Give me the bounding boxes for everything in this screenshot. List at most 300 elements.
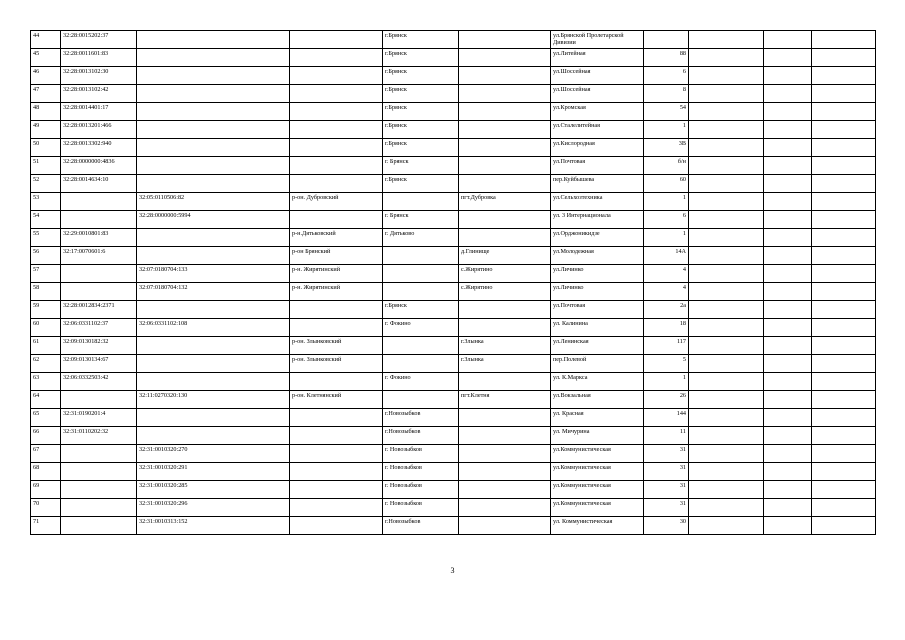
row-number-cell: 66 xyxy=(31,427,61,445)
settlement-cell xyxy=(459,499,551,517)
room-cadastral-number-cell xyxy=(137,139,290,157)
extra-col-2-cell xyxy=(764,247,812,265)
extra-col-3-cell xyxy=(812,337,876,355)
city-cell xyxy=(383,247,459,265)
room-cadastral-number-cell: 32:28:0000000:5994 xyxy=(137,211,290,229)
city-cell: г.Новозыбков xyxy=(383,427,459,445)
extra-col-1-cell xyxy=(689,301,764,319)
room-cadastral-number-cell xyxy=(137,355,290,373)
extra-col-3-cell xyxy=(812,103,876,121)
settlement-cell xyxy=(459,229,551,247)
table-row xyxy=(31,229,876,247)
row-number-cell: 56 xyxy=(31,247,61,265)
cadastral-number-cell xyxy=(61,265,137,283)
settlement-cell: г.Злынка xyxy=(459,355,551,373)
table-row xyxy=(31,337,876,355)
city-cell: г.Брянск xyxy=(383,67,459,85)
settlement-cell xyxy=(459,319,551,337)
row-number-cell: 57 xyxy=(31,265,61,283)
house-number-cell: 26 xyxy=(644,391,689,409)
house-number-cell: 1 xyxy=(644,193,689,211)
page-number: 3 xyxy=(450,566,455,575)
room-cadastral-number-cell: 32:06:0331102:108 xyxy=(137,319,290,337)
street-cell: ул.Почтовая xyxy=(551,301,644,319)
extra-col-1-cell xyxy=(689,445,764,463)
settlement-cell xyxy=(459,85,551,103)
extra-col-2-cell xyxy=(764,85,812,103)
district-cell xyxy=(290,373,383,391)
cadastral-number-cell xyxy=(61,463,137,481)
table-row xyxy=(31,193,876,211)
cadastral-number-cell: 32:28:0013302:940 xyxy=(61,139,137,157)
house-number-cell: 4 xyxy=(644,265,689,283)
extra-col-2-cell xyxy=(764,103,812,121)
district-cell xyxy=(290,499,383,517)
row-number-cell: 59 xyxy=(31,301,61,319)
district-cell xyxy=(290,49,383,67)
house-number-cell: 1 xyxy=(644,373,689,391)
extra-col-1-cell xyxy=(689,67,764,85)
house-number-cell: 88 xyxy=(644,49,689,67)
street-cell: ул.Шоссейная xyxy=(551,67,644,85)
district-cell xyxy=(290,409,383,427)
street-cell: ул.Вокзальная xyxy=(551,391,644,409)
room-cadastral-number-cell: 32:07:0180704:133 xyxy=(137,265,290,283)
row-number-cell: 70 xyxy=(31,499,61,517)
city-cell: г.Брянск xyxy=(383,31,459,49)
extra-col-3-cell xyxy=(812,319,876,337)
extra-col-1-cell xyxy=(689,373,764,391)
settlement-cell xyxy=(459,301,551,319)
row-number-cell: 69 xyxy=(31,481,61,499)
house-number-cell: 8 xyxy=(644,85,689,103)
district-cell xyxy=(290,139,383,157)
table-row xyxy=(31,517,876,535)
city-cell xyxy=(383,391,459,409)
extra-col-3-cell xyxy=(812,283,876,301)
settlement-cell xyxy=(459,121,551,139)
cadastral-number-cell: 32:09:0130182:32 xyxy=(61,337,137,355)
cadastral-number-cell xyxy=(61,499,137,517)
extra-col-1-cell xyxy=(689,175,764,193)
extra-col-2-cell xyxy=(764,355,812,373)
house-number-cell: 144 xyxy=(644,409,689,427)
house-number-cell: 4 xyxy=(644,283,689,301)
table-row xyxy=(31,265,876,283)
cadastral-number-cell: 32:28:0013201:466 xyxy=(61,121,137,139)
cadastral-number-cell: 32:09:0130134:67 xyxy=(61,355,137,373)
house-number-cell: 31 xyxy=(644,445,689,463)
house-number-cell: 31 xyxy=(644,463,689,481)
city-cell: г.Брянск xyxy=(383,301,459,319)
house-number-cell: б/н xyxy=(644,157,689,175)
room-cadastral-number-cell xyxy=(137,337,290,355)
cadastral-number-cell xyxy=(61,211,137,229)
street-cell: ул.Сталелитейная xyxy=(551,121,644,139)
extra-col-1-cell xyxy=(689,31,764,49)
street-cell: ул.Брянской Пролетарской Дивизии xyxy=(551,31,644,49)
table-row xyxy=(31,319,876,337)
extra-col-2-cell xyxy=(764,283,812,301)
city-cell: г.Брянск xyxy=(383,175,459,193)
settlement-cell xyxy=(459,157,551,175)
table-row xyxy=(31,85,876,103)
extra-col-2-cell xyxy=(764,193,812,211)
street-cell: ул.Личинко xyxy=(551,283,644,301)
room-cadastral-number-cell: 32:31:0010320:296 xyxy=(137,499,290,517)
extra-col-1-cell xyxy=(689,517,764,535)
extra-col-3-cell xyxy=(812,499,876,517)
extra-col-2-cell xyxy=(764,337,812,355)
settlement-cell xyxy=(459,373,551,391)
house-number-cell: 30 xyxy=(644,517,689,535)
city-cell xyxy=(383,193,459,211)
district-cell xyxy=(290,175,383,193)
extra-col-3-cell xyxy=(812,67,876,85)
extra-col-1-cell xyxy=(689,121,764,139)
row-number-cell: 61 xyxy=(31,337,61,355)
room-cadastral-number-cell xyxy=(137,85,290,103)
cadastral-number-cell: 32:28:0014401:17 xyxy=(61,103,137,121)
cadastral-number-cell: 32:06:0331102:37 xyxy=(61,319,137,337)
room-cadastral-number-cell xyxy=(137,121,290,139)
room-cadastral-number-cell xyxy=(137,67,290,85)
extra-col-3-cell xyxy=(812,193,876,211)
extra-col-1-cell xyxy=(689,193,764,211)
table-row xyxy=(31,409,876,427)
row-number-cell: 46 xyxy=(31,67,61,85)
room-cadastral-number-cell: 32:31:0010313:152 xyxy=(137,517,290,535)
row-number-cell: 53 xyxy=(31,193,61,211)
city-cell: г.Брянск xyxy=(383,49,459,67)
table-row xyxy=(31,31,876,49)
extra-col-2-cell xyxy=(764,463,812,481)
cadastral-number-cell: 32:28:0013102:42 xyxy=(61,85,137,103)
room-cadastral-number-cell xyxy=(137,49,290,67)
street-cell: ул. К.Маркса xyxy=(551,373,644,391)
room-cadastral-number-cell xyxy=(137,247,290,265)
house-number-cell: 5 xyxy=(644,355,689,373)
table-row xyxy=(31,481,876,499)
room-cadastral-number-cell xyxy=(137,373,290,391)
extra-col-2-cell xyxy=(764,517,812,535)
city-cell xyxy=(383,355,459,373)
cadastral-number-cell: 32:28:0014634:10 xyxy=(61,175,137,193)
cadastral-number-cell: 32:28:0011601:83 xyxy=(61,49,137,67)
table-row xyxy=(31,247,876,265)
street-cell: ул.Коммунистическая xyxy=(551,463,644,481)
extra-col-1-cell xyxy=(689,481,764,499)
table-row xyxy=(31,283,876,301)
cadastral-number-cell: 32:28:0015202:37 xyxy=(61,31,137,49)
house-number-cell: 31 xyxy=(644,499,689,517)
district-cell: р-н.Дятьковский xyxy=(290,229,383,247)
city-cell: г.Брянск xyxy=(383,103,459,121)
table-row xyxy=(31,175,876,193)
room-cadastral-number-cell: 32:31:0010320:270 xyxy=(137,445,290,463)
house-number-cell: 18 xyxy=(644,319,689,337)
extra-col-1-cell xyxy=(689,85,764,103)
city-cell: г. Новозыбков xyxy=(383,463,459,481)
settlement-cell xyxy=(459,31,551,49)
city-cell: г.Брянск xyxy=(383,85,459,103)
row-number-cell: 60 xyxy=(31,319,61,337)
extra-col-1-cell xyxy=(689,463,764,481)
row-number-cell: 62 xyxy=(31,355,61,373)
room-cadastral-number-cell xyxy=(137,301,290,319)
house-number-cell: 14А xyxy=(644,247,689,265)
row-number-cell: 50 xyxy=(31,139,61,157)
extra-col-2-cell xyxy=(764,445,812,463)
settlement-cell xyxy=(459,427,551,445)
row-number-cell: 71 xyxy=(31,517,61,535)
district-cell: р-он Брянский xyxy=(290,247,383,265)
extra-col-3-cell xyxy=(812,427,876,445)
district-cell xyxy=(290,121,383,139)
extra-col-2-cell xyxy=(764,211,812,229)
row-number-cell: 55 xyxy=(31,229,61,247)
street-cell: ул.Ленинская xyxy=(551,337,644,355)
extra-col-2-cell xyxy=(764,319,812,337)
extra-col-3-cell xyxy=(812,139,876,157)
settlement-cell xyxy=(459,481,551,499)
table-row xyxy=(31,301,876,319)
extra-col-3-cell xyxy=(812,355,876,373)
table-row xyxy=(31,67,876,85)
row-number-cell: 51 xyxy=(31,157,61,175)
cadastral-number-cell xyxy=(61,517,137,535)
row-number-cell: 48 xyxy=(31,103,61,121)
cadastral-number-cell: 32:28:0013102:30 xyxy=(61,67,137,85)
row-number-cell: 58 xyxy=(31,283,61,301)
house-number-cell: 2а xyxy=(644,301,689,319)
street-cell: ул.Личинко xyxy=(551,265,644,283)
district-cell: р-он. Дубровский xyxy=(290,193,383,211)
extra-col-1-cell xyxy=(689,211,764,229)
street-cell: ул. Калинина xyxy=(551,319,644,337)
city-cell: г. Брянск xyxy=(383,157,459,175)
district-cell: р-н. Жирятинский xyxy=(290,265,383,283)
district-cell xyxy=(290,445,383,463)
extra-col-1-cell xyxy=(689,139,764,157)
cadastral-number-cell xyxy=(61,445,137,463)
extra-col-2-cell xyxy=(764,175,812,193)
house-number-cell: 1 xyxy=(644,229,689,247)
street-cell: ул.Кромская xyxy=(551,103,644,121)
extra-col-1-cell xyxy=(689,355,764,373)
row-number-cell: 45 xyxy=(31,49,61,67)
extra-col-1-cell xyxy=(689,229,764,247)
extra-col-2-cell xyxy=(764,265,812,283)
district-cell: р-он. Злынковский xyxy=(290,337,383,355)
cadastral-number-cell: 32:06:0332503:42 xyxy=(61,373,137,391)
extra-col-3-cell xyxy=(812,247,876,265)
extra-col-1-cell xyxy=(689,337,764,355)
street-cell: ул. Мичурина xyxy=(551,427,644,445)
extra-col-3-cell xyxy=(812,31,876,49)
extra-col-2-cell xyxy=(764,499,812,517)
extra-col-2-cell xyxy=(764,139,812,157)
cadastral-number-cell: 32:29:0010801:83 xyxy=(61,229,137,247)
district-cell xyxy=(290,85,383,103)
extra-col-3-cell xyxy=(812,157,876,175)
city-cell: г.Брянск xyxy=(383,139,459,157)
extra-col-1-cell xyxy=(689,499,764,517)
city-cell: г.Новозыбков xyxy=(383,409,459,427)
extra-col-3-cell xyxy=(812,517,876,535)
settlement-cell: д.Глинище xyxy=(459,247,551,265)
extra-col-1-cell xyxy=(689,247,764,265)
city-cell: г. Дятьково xyxy=(383,229,459,247)
district-cell xyxy=(290,211,383,229)
extra-col-1-cell xyxy=(689,265,764,283)
row-number-cell: 64 xyxy=(31,391,61,409)
district-cell xyxy=(290,463,383,481)
table-row xyxy=(31,355,876,373)
house-number-cell: 60 xyxy=(644,175,689,193)
settlement-cell xyxy=(459,103,551,121)
table-row xyxy=(31,121,876,139)
table-row xyxy=(31,103,876,121)
district-cell xyxy=(290,31,383,49)
city-cell xyxy=(383,265,459,283)
street-cell: ул. Красная xyxy=(551,409,644,427)
city-cell: г. Новозыбков xyxy=(383,499,459,517)
street-cell: ул.Коммунистическая xyxy=(551,481,644,499)
table-row xyxy=(31,445,876,463)
street-cell: ул.Коммунистическая xyxy=(551,445,644,463)
street-cell: ул.Кислородная xyxy=(551,139,644,157)
street-cell: ул.Коммунистическая xyxy=(551,499,644,517)
room-cadastral-number-cell xyxy=(137,31,290,49)
room-cadastral-number-cell: 32:11:0270320:130 xyxy=(137,391,290,409)
table-row xyxy=(31,139,876,157)
extra-col-3-cell xyxy=(812,49,876,67)
settlement-cell: с.Жирятино xyxy=(459,283,551,301)
table-row xyxy=(31,427,876,445)
extra-col-3-cell xyxy=(812,85,876,103)
cadastral-number-cell: 32:31:0190201:4 xyxy=(61,409,137,427)
extra-col-2-cell xyxy=(764,157,812,175)
street-cell: ул.Литейная xyxy=(551,49,644,67)
extra-col-3-cell xyxy=(812,301,876,319)
extra-col-2-cell xyxy=(764,121,812,139)
district-cell xyxy=(290,157,383,175)
table-row xyxy=(31,211,876,229)
city-cell: г. Новозыбков xyxy=(383,445,459,463)
district-cell xyxy=(290,301,383,319)
row-number-cell: 49 xyxy=(31,121,61,139)
extra-col-2-cell xyxy=(764,31,812,49)
extra-col-1-cell xyxy=(689,49,764,67)
settlement-cell xyxy=(459,463,551,481)
room-cadastral-number-cell xyxy=(137,229,290,247)
cadastral-number-cell xyxy=(61,283,137,301)
extra-col-1-cell xyxy=(689,283,764,301)
room-cadastral-number-cell xyxy=(137,427,290,445)
row-number-cell: 54 xyxy=(31,211,61,229)
row-number-cell: 47 xyxy=(31,85,61,103)
table-row xyxy=(31,49,876,67)
table-row xyxy=(31,463,876,481)
row-number-cell: 52 xyxy=(31,175,61,193)
settlement-cell xyxy=(459,211,551,229)
cadastral-number-cell: 32:17:0070601:6 xyxy=(61,247,137,265)
extra-col-2-cell xyxy=(764,391,812,409)
city-cell: г. Новозыбков xyxy=(383,481,459,499)
city-cell: г. Фокино xyxy=(383,373,459,391)
extra-col-3-cell xyxy=(812,391,876,409)
extra-col-2-cell xyxy=(764,67,812,85)
settlement-cell xyxy=(459,49,551,67)
extra-col-1-cell xyxy=(689,391,764,409)
extra-col-1-cell xyxy=(689,427,764,445)
cadastral-number-cell: 32:28:0012834:2371 xyxy=(61,301,137,319)
table-row xyxy=(31,373,876,391)
district-cell xyxy=(290,517,383,535)
extra-col-3-cell xyxy=(812,211,876,229)
settlement-cell xyxy=(459,67,551,85)
settlement-cell xyxy=(459,175,551,193)
settlement-cell: с.Жирятино xyxy=(459,265,551,283)
house-number-cell: 6 xyxy=(644,211,689,229)
district-cell xyxy=(290,319,383,337)
room-cadastral-number-cell: 32:05:0110506:82 xyxy=(137,193,290,211)
district-cell xyxy=(290,103,383,121)
settlement-cell: г.Злынка xyxy=(459,337,551,355)
street-cell: ул.Молодежная xyxy=(551,247,644,265)
table-row xyxy=(31,391,876,409)
extra-col-3-cell xyxy=(812,445,876,463)
cadastral-number-cell xyxy=(61,391,137,409)
extra-col-3-cell xyxy=(812,229,876,247)
extra-col-2-cell xyxy=(764,409,812,427)
street-cell: ул.Шоссейная xyxy=(551,85,644,103)
room-cadastral-number-cell xyxy=(137,175,290,193)
extra-col-3-cell xyxy=(812,373,876,391)
street-cell: пер.Полевой xyxy=(551,355,644,373)
cadastral-number-cell: 32:28:0000000:4836 xyxy=(61,157,137,175)
row-number-cell: 67 xyxy=(31,445,61,463)
street-cell: ул.Сельхозтехника xyxy=(551,193,644,211)
house-number-cell: 31 xyxy=(644,481,689,499)
cadastral-number-cell xyxy=(61,481,137,499)
extra-col-3-cell xyxy=(812,175,876,193)
cadastral-number-cell: 32:31:0110202:32 xyxy=(61,427,137,445)
district-cell xyxy=(290,67,383,85)
district-cell: р-он. Клетнянский xyxy=(290,391,383,409)
district-cell xyxy=(290,427,383,445)
row-number-cell: 65 xyxy=(31,409,61,427)
extra-col-2-cell xyxy=(764,49,812,67)
street-cell: пер.Куйбышева xyxy=(551,175,644,193)
room-cadastral-number-cell xyxy=(137,103,290,121)
room-cadastral-number-cell xyxy=(137,157,290,175)
settlement-cell xyxy=(459,409,551,427)
settlement-cell: пгт.Клетня xyxy=(459,391,551,409)
extra-col-3-cell xyxy=(812,463,876,481)
district-cell: р-он. Злынковский xyxy=(290,355,383,373)
settlement-cell xyxy=(459,445,551,463)
room-cadastral-number-cell: 32:31:0010320:285 xyxy=(137,481,290,499)
extra-col-2-cell xyxy=(764,481,812,499)
room-cadastral-number-cell xyxy=(137,409,290,427)
house-number-cell: 1 xyxy=(644,121,689,139)
settlement-cell xyxy=(459,517,551,535)
settlement-cell xyxy=(459,139,551,157)
street-cell: ул. 3 Интернационала xyxy=(551,211,644,229)
room-cadastral-number-cell: 32:31:0010320:291 xyxy=(137,463,290,481)
